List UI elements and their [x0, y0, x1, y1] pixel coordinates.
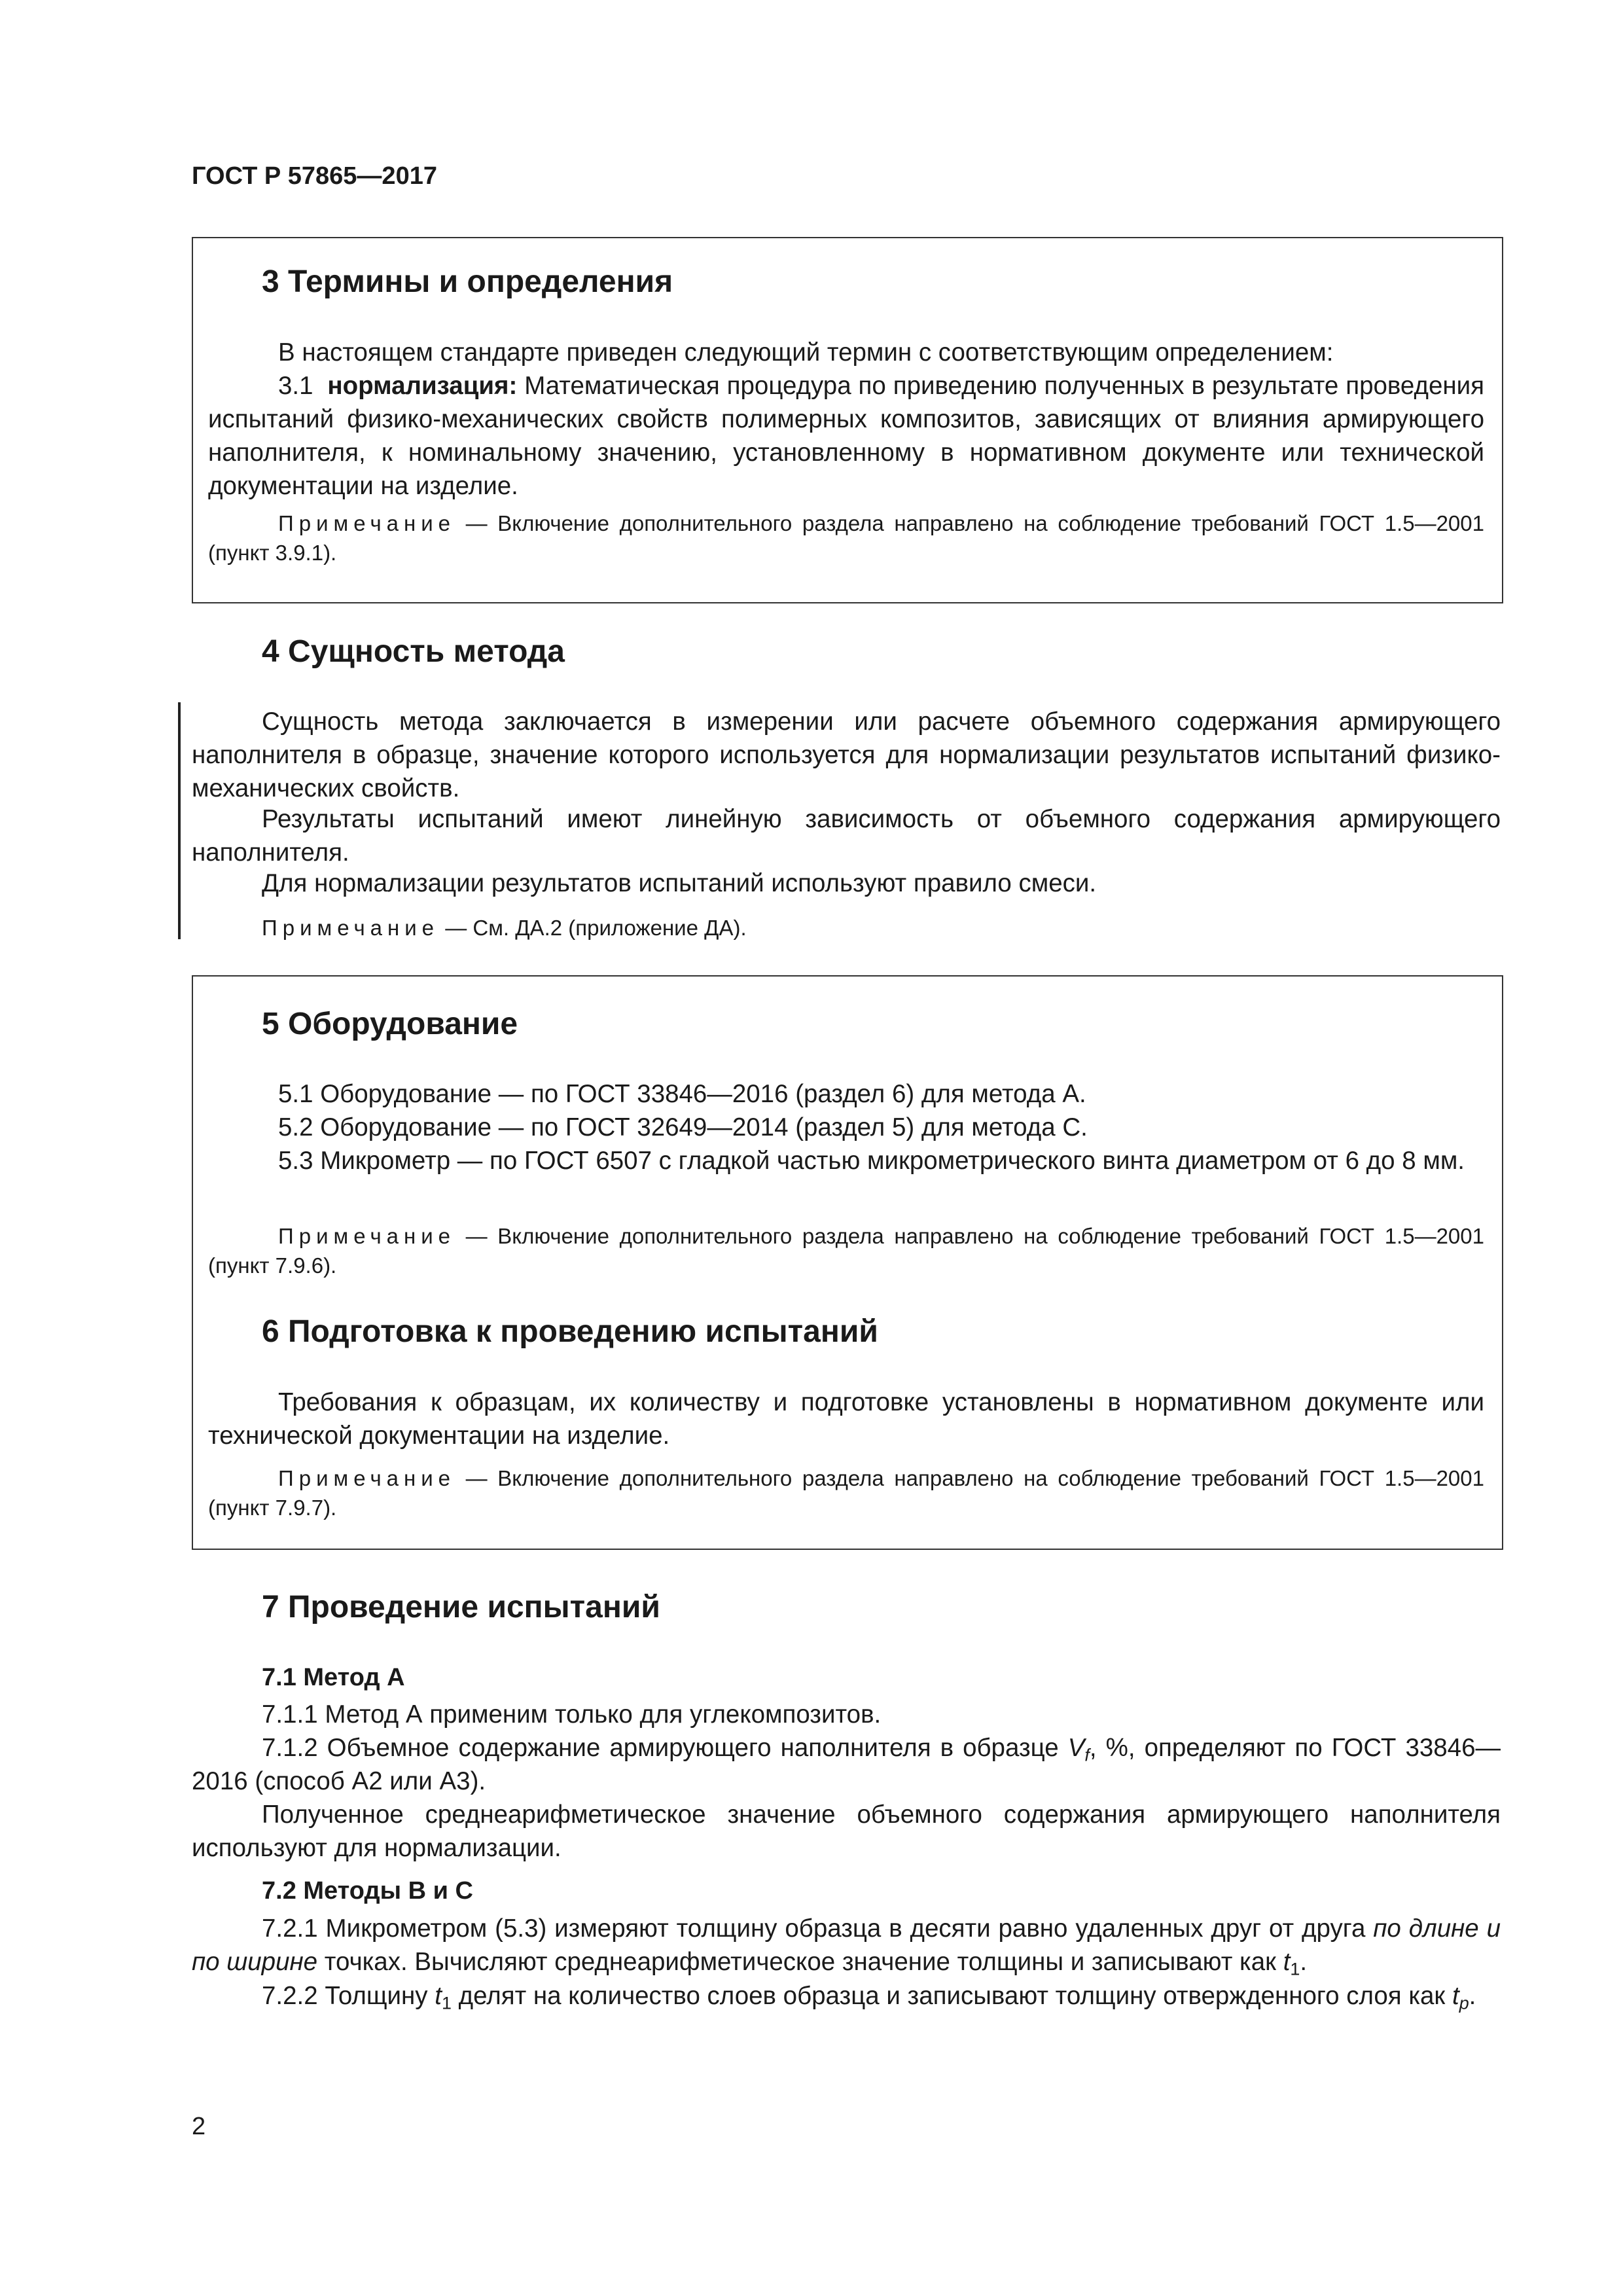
note-label: Примечание [278, 1466, 456, 1490]
section-5-note [208, 1221, 1484, 1280]
term-3-1 [208, 369, 1484, 503]
section-5-p2: 5.2 Оборудование — по ГОСТ 32649—2014 (раздел 5) для метода С. [278, 1113, 1088, 1141]
section-5-p3: 5.3 Микрометр — по ГОСТ 6507 с гладкой частью микрометрического винта диаметром от 6 до 8 мм. [278, 1147, 1465, 1175]
section-4-p2: Результаты испытаний имеют линейную зависимость от объемного содержания армирующего наполнителя. [192, 805, 1501, 867]
section-4-title: 4 Сущность метода [262, 634, 565, 669]
section-3-intro: В настоящем стандарте приведен следующий термин с соответствующим определением: [278, 338, 1334, 367]
note-text: — Включение дополнительного раздела направлено на соблюдение требований ГОСТ 1.5—2001 (пункт 7.9.7). [208, 1466, 1484, 1520]
note-label: Примечание [278, 511, 456, 535]
term-name: нормализация: [327, 372, 518, 400]
term-definition: Математическая процедура по приведению полученных в результате проведения испытаний физико-механических свойств полимерных композитов, зависящих от влияния армирующего наполнителя, к номинальному значению, установленному в нормативном документе или технической документации на изделие. [208, 372, 1484, 500]
section-5-p1: 5.1 Оборудование — по ГОСТ 33846—2016 (раздел 6) для метода А. [278, 1080, 1086, 1108]
para-7-1-2 [192, 1731, 1501, 1798]
para-7-2-2-start: 7.2.2 Толщину [262, 1982, 428, 2010]
para-7-2-1-italic: по длине и по ширине [192, 1914, 1501, 1976]
var-t: t [1452, 1982, 1459, 2010]
note-label: Примечание [262, 916, 440, 940]
note-text: — Включение дополнительного раздела направлено на соблюдение требований ГОСТ 1.5—2001 (пункт 3.9.1). [208, 511, 1484, 565]
para-7-1-1: 7.1.1 Метод А применим только для углекомпозитов. [262, 1700, 882, 1729]
section-6-title: 6 Подготовка к проведению испытаний [262, 1314, 878, 1349]
section-6-p1: Требования к образцам, их количеству и подготовке установлены в нормативном документе или технической документации на изделие. [208, 1388, 1484, 1450]
para-7-1-2-start: 7.1.2 Объемное содержание армирующего наполнителя в образце [262, 1734, 1059, 1762]
section-4-p3: Для нормализации результатов испытаний используют правило смеси. [262, 869, 1097, 897]
para-7-2-1-end: точках. Вычисляют среднеарифметическое значение толщины и записывают как [324, 1948, 1276, 1976]
page-number: 2 [192, 2113, 206, 2140]
sub-1: 1 [441, 1993, 452, 2013]
section-3-title: 3 Термины и определения [262, 264, 673, 299]
var-t: t [435, 1982, 442, 2010]
change-bar [178, 702, 181, 939]
section-3-note [208, 509, 1484, 567]
note-text: — См. ДА.2 (приложение ДА). [445, 916, 747, 940]
para-7-2-1: 7.2.1 Микрометром (5.3) измеряют толщину образца в десяти равно удаленных друг от друга по длине и по ширине точках. Вычисляют среднеарифметическое значение толщины и записывают как $t_1$. [192, 1914, 1501, 1979]
para-7-2-2-end: делят на количество слоев образца и записывают толщину отвержденного слоя как [458, 1982, 1446, 2010]
sub-f: f [1084, 1745, 1090, 1765]
section-5-title: 5 Оборудование [262, 1007, 518, 1041]
section-6-note [208, 1463, 1484, 1522]
section-4-note [192, 913, 1501, 942]
subsection-7-2-title: 7.2 Методы В и С [262, 1877, 473, 1905]
subsection-7-1-title: 7.1 Метод А [262, 1664, 405, 1691]
var-v: V [1067, 1734, 1085, 1762]
sub-p: p [1459, 1993, 1469, 2013]
para-7-2-1-start: 7.2.1 Микрометром (5.3) измеряют толщину образца в десяти равно удаленных друг от друга [262, 1914, 1366, 1943]
note-label: Примечание [278, 1224, 456, 1248]
section-4-p1: Сущность метода заключается в измерении или расчете объемного содержания армирующего наполнителя в образце, значение которого используется для нормализации результатов испытаний физико-механических свойств. [192, 708, 1501, 802]
section-7-title: 7 Проведение испытаний [262, 1590, 660, 1624]
para-7-1-3: Полученное среднеарифметическое значение объемного содержания армирующего наполнителя используют для нормализации. [192, 1801, 1501, 1862]
para-7-2-2: 7.2.2 Толщину $t_1$ делят на количество слоев образца и записывают толщину отвержденного слоя как $t_p$. [262, 1982, 1476, 2013]
term-number: 3.1 [278, 372, 313, 400]
sub-1: 1 [1290, 1959, 1300, 1979]
var-t: t [1283, 1948, 1291, 1976]
note-text: — Включение дополнительного раздела направлено на соблюдение требований ГОСТ 1.5—2001 (пункт 7.9.6). [208, 1224, 1484, 1278]
para-7-1-2-end: , %, определяют по ГОСТ 33846—2016 (способ А2 или А3). [192, 1734, 1501, 1795]
document-header: ГОСТ Р 57865—2017 [192, 162, 437, 190]
